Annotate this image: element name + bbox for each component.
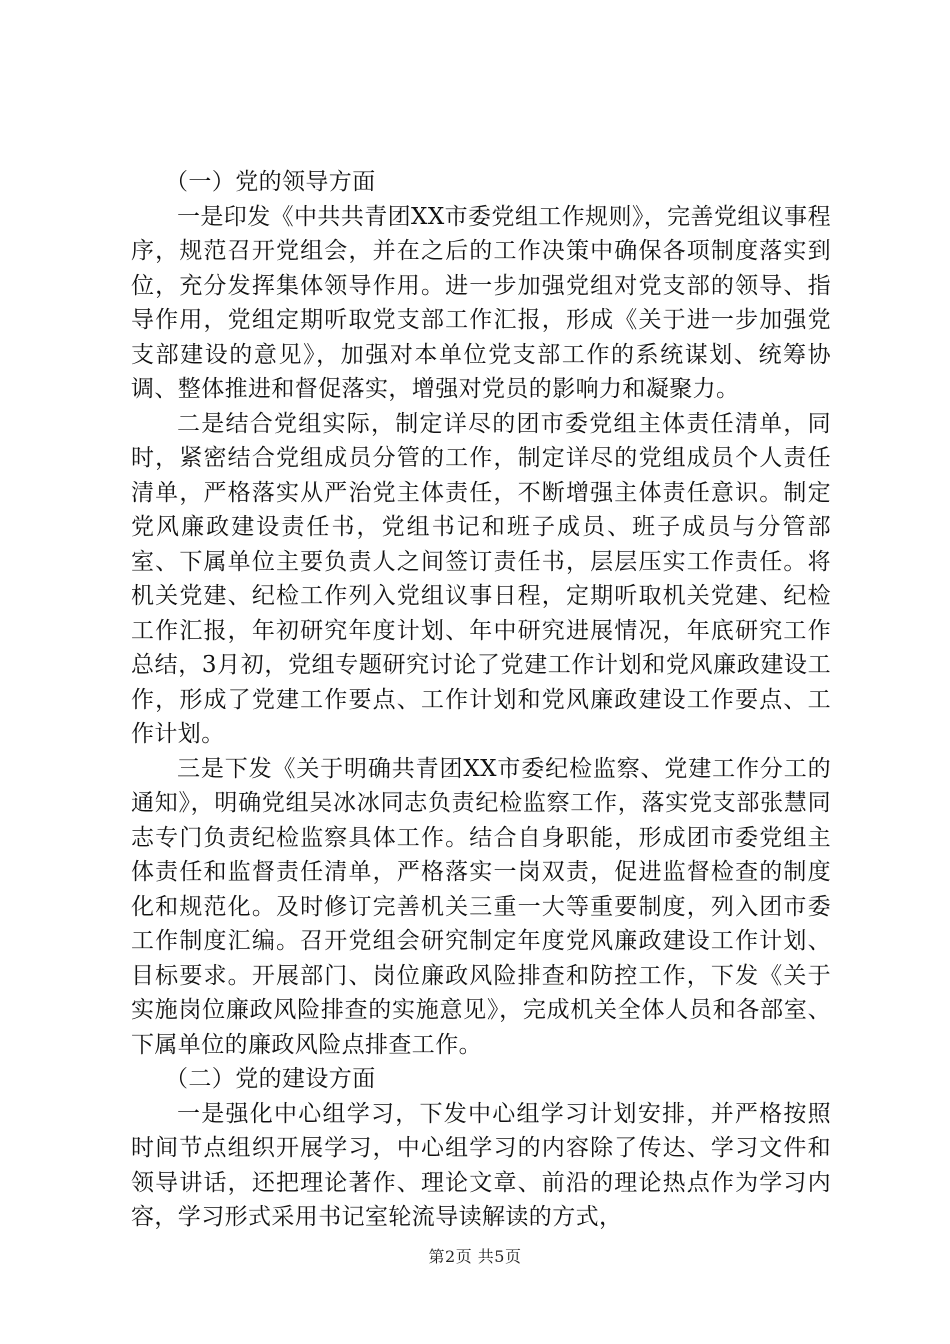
paragraph-4: 一是强化中心组学习，下发中心组学习计划安排，并严格按照时间节点组织开展学习，中心组学习的内容除了传达、学习文件和领导讲话，还把理论著作、理论文章、前沿的理论热点作为学习内容，学习形式采用书记室轮流导读解读的方式， — [131, 1100, 831, 1230]
document-body — [131, 165, 831, 1235]
paragraph-3: 三是下发《关于明确共青团XX市委纪检监察、党建工作分工的通知》，明确党组吴冰冰同志负责纪检监察工作，落实党支部张慧同志专门负责纪检监察具体工作。结合自身职能，形成团市委党组主体责任和监督责任清单，严格落实一岗双责，促进监督检查的制度化和规范化。及时修订完善机关三重一大等重要制度，列入团市委工作制度汇编。召开党组会研究制定年度党风廉政建设工作计划、目标要求。开展部门、岗位廉政风险排查和防控工作，下发《关于实施岗位廉政风险排查的实施意见》，完成机关全体人员和各部室、下属单位的廉政风险点排查工作。 — [131, 755, 831, 1058]
page-number-footer: 第2页 共5页 — [428, 1247, 522, 1266]
section-heading-leadership: （一）党的领导方面 — [165, 169, 376, 195]
section-heading-construction: （二）党的建设方面 — [165, 1066, 376, 1092]
paragraph-1: 一是印发《中共共青团XX市委党组工作规则》，完善党组议事程序，规范召开党组会，并在之后的工作决策中确保各项制度落实到位，充分发挥集体领导作用。进一步加强党组对党支部的领导、指导作用，党组定期听取党支部工作汇报，形成《关于进一步加强党支部建设的意见》，加强对本单位党支部工作的系统谋划、统筹协调、整体推进和督促落实，增强对党员的影响力和凝聚力。 — [131, 203, 831, 402]
paragraph-2: 二是结合党组实际，制定详尽的团市委党组主体责任清单，同时，紧密结合党组成员分管的工作，制定详尽的党组成员个人责任清单，严格落实从严治党主体责任，不断增强主体责任意识。制定党风廉政建设责任书，党组书记和班子成员、班子成员与分管部室、下属单位主要负责人之间签订责任书，层层压实工作责任。将机关党建、纪检工作列入党组议事日程，定期听取机关党建、纪检工作汇报，年初研究年度计划、年中研究进展情况，年底研究工作总结，3月初，党组专题研究讨论了党建工作计划和党风廉政建设工作，形成了党建工作要点、工作计划和党风廉政建设工作要点、工作计划。 — [131, 410, 831, 747]
